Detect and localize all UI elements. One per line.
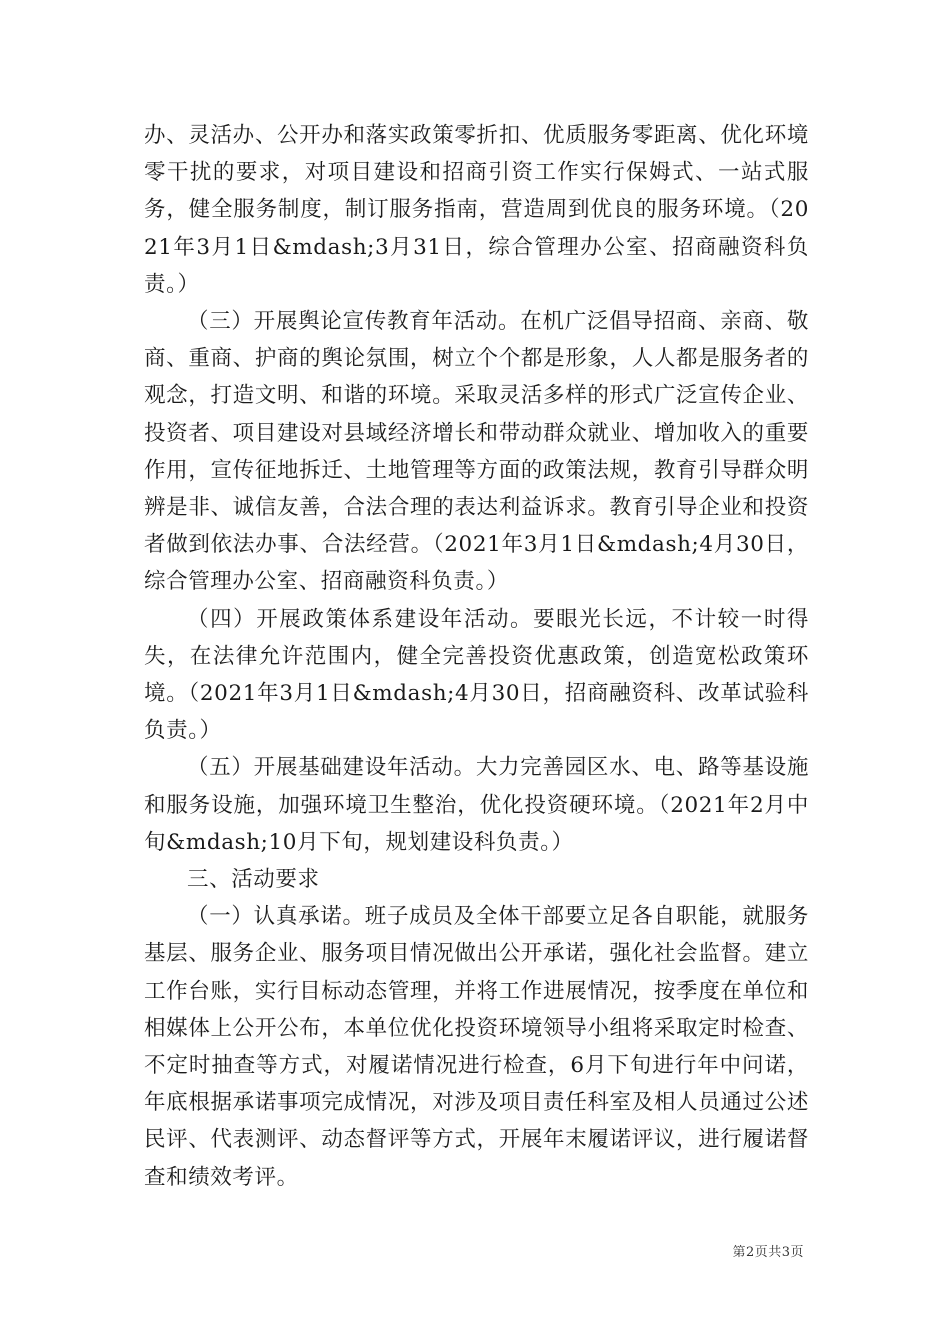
paragraph-continuation: 办、灵活办、公开办和落实政策零折扣、优质服务零距离、优化环境零干扰的要求，对项目建设和招商引资工作实行保姆式、一站式服务，健全服务制度，制订服务指南，营造周到优良的服务环境。（2021年3月1日&mdash;3月31日，综合管理办公室、招商融资科负责。） — [144, 123, 809, 297]
paragraph-policy-system: （四）开展政策体系建设年活动。要眼光长远，不计较一时得失，在法律允许范围内，健全完善投资优惠政策，创造宽松政策环境。（2021年3月1日&mdash;4月30日，招商融资科、改革试验科负责。） — [144, 606, 809, 744]
paragraph-public-opinion: （三）开展舆论宣传教育年活动。在机广泛倡导招商、亲商、敬商、重商、护商的舆论氛围，树立个个都是形象，人人都是服务者的观念，打造文明、和谐的环境。采取灵活多样的形式广泛宣传企业、投资者、项目建设对县域经济增长和带动群众就业、增加收入的重要作用，宣传征地拆迁、土地管理等方面的政策法规，教育引导群众明辨是非、诚信友善，合法合理的表达利益诉求。教育引导企业和投资者做到依法办事、合法经营。（2021年3月1日&mdash;4月30日，综合管理办公室、招商融资科负责。） — [144, 309, 809, 595]
paragraph-infrastructure: （五）开展基础建设年活动。大力完善园区水、电、路等基设施和服务设施，加强环境卫生整治，优化投资硬环境。（2021年2月中旬&mdash;10月下旬，规划建设科负责。） — [144, 755, 809, 855]
paragraph-commitment: （一）认真承诺。班子成员及全体干部要立足各自职能，就服务基层、服务企业、服务项目情况做出公开承诺，强化社会监督。建立工作台账，实行目标动态管理，并将工作进展情况，按季度在单位和相媒体上公开公布，本单位优化投资环境领导小组将采取定时检查、不定时抽查等方式，对履诺情况进行检查，6月下旬进行年中问诺，年底根据承诺事项完成情况，对涉及项目责任科室及相人员通过公述民评、代表测评、动态督评等方式，开展年末履诺评议，进行履诺督查和绩效考评。 — [144, 904, 809, 1190]
page-number: 第2页共3页 — [732, 1245, 804, 1260]
section-heading-requirements: 三、活动要求 — [187, 867, 320, 893]
document-body — [144, 117, 809, 1196]
